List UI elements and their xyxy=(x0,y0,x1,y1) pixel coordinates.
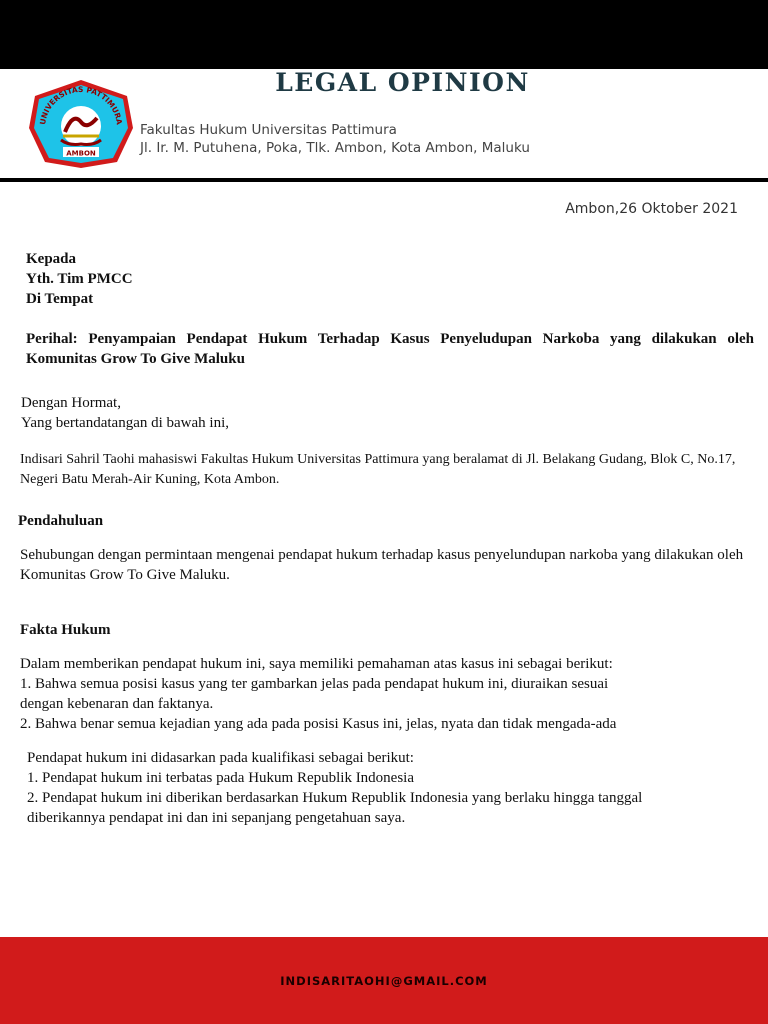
section-heading-fakta-hukum: Fakta Hukum xyxy=(20,622,111,638)
letter-date: Ambon,26 Oktober 2021 xyxy=(565,201,738,217)
pendahuluan-text: Sehubungan dengan permintaan mengenai pendapat hukum terhadap kasus penyelundupan narkoba yang dilakukan oleh Komunitas Grow To Give Maluku. xyxy=(20,547,744,583)
recipient-line: Kepada xyxy=(26,251,77,267)
university-logo xyxy=(27,78,135,170)
fakta-hukum-block xyxy=(20,654,616,734)
fakta-line: 2. Bahwa benar semua kejadian yang ada pada posisi Kasus ini, jelas, nyata dan tidak mengada-ada xyxy=(20,716,617,732)
page-title: LEGAL OPINION xyxy=(275,68,530,97)
kualifikasi-line: 2. Pendapat hukum ini diberikan berdasarkan Hukum Republik Indonesia yang berlaku hingga tanggal xyxy=(27,790,643,806)
kualifikasi-line: 1. Pendapat hukum ini terbatas pada Hukum Republik Indonesia xyxy=(27,770,415,786)
header-divider xyxy=(0,178,768,182)
top-black-bar xyxy=(0,0,768,69)
greeting-line: Yang bertandatangan di bawah ini, xyxy=(21,415,230,431)
fakta-line: Dalam memberikan pendapat hukum ini, saya memiliki pemahaman atas kasus ini sebagai berikut: xyxy=(20,656,613,672)
author-identity: Indisari Sahril Taohi mahasiswi Fakultas Hukum Universitas Pattimura yang beralamat di Jl. Belakang Gudang, Blok C, No.17, Negeri Batu Merah-Air Kuning, Kota Ambon. xyxy=(20,452,736,487)
greeting-line: Dengan Hormat, xyxy=(21,395,121,411)
section-heading-pendahuluan: Pendahuluan xyxy=(18,513,104,529)
kualifikasi-line: Pendapat hukum ini didasarkan pada kualifikasi sebagai berikut: xyxy=(27,750,414,766)
footer-email: INDISARITAOHI@GMAIL.COM xyxy=(280,974,488,988)
institution-block xyxy=(140,121,530,157)
logo-city-text: AMBON xyxy=(66,149,96,158)
recipient-line: Yth. Tim PMCC xyxy=(26,271,133,287)
recipient-line: Di Tempat xyxy=(26,291,94,307)
recipient-block xyxy=(26,249,133,309)
greeting-block xyxy=(21,393,229,433)
letter-subject: Perihal: Penyampaian Pendapat Hukum Terhadap Kasus Penyeludupan Narkoba yang dilakukan oleh Komunitas Grow To Give Maluku xyxy=(26,331,754,367)
fakta-line: 1. Bahwa semua posisi kasus yang ter gambarkan jelas pada pendapat hukum ini, diuraikan sesuai xyxy=(20,676,609,692)
institution-address: Jl. Ir. M. Putuhena, Poka, Tlk. Ambon, Kota Ambon, Maluku xyxy=(140,140,530,156)
kualifikasi-line: diberikannya pendapat ini dan ini sepanjang pengetahuan saya. xyxy=(27,810,406,826)
fakta-line: dengan kebenaran dan faktanya. xyxy=(20,696,214,712)
institution-name: Fakultas Hukum Universitas Pattimura xyxy=(140,122,397,138)
logo-arc-text: UNIVERSITAS PATTIMURA xyxy=(38,84,124,126)
kualifikasi-block xyxy=(27,748,642,828)
